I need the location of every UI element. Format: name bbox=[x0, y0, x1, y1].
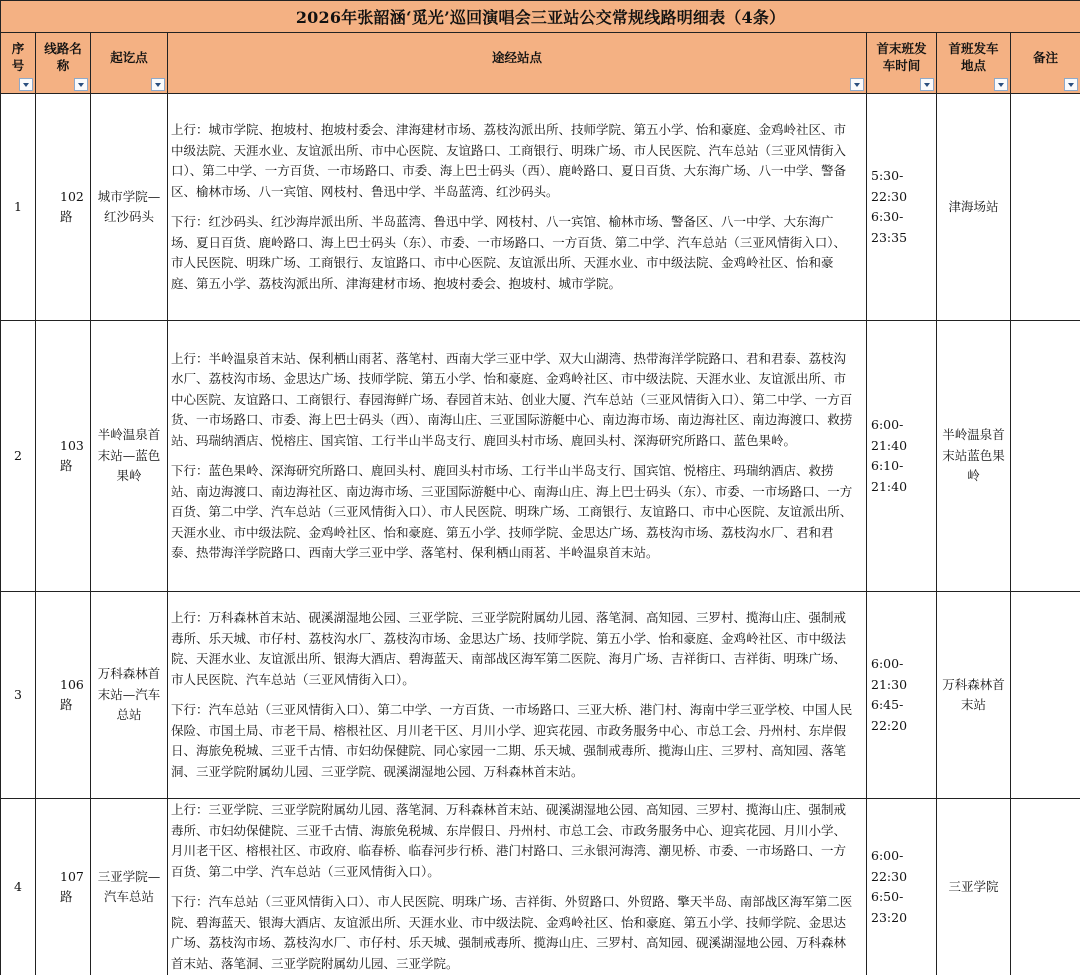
first-bus-time: 5:30-22:30 bbox=[871, 168, 908, 204]
stops-up: 上行：万科森林首末站、砚溪湖湿地公园、三亚学院、三亚学院附属幼儿园、落笔洞、高知园、三罗村、揽海山庄、强制戒毒所、乐天城、市仔村、荔枝沟水厂、荔枝沟市场、金思达广场、技师学院、第五小学、怡和豪庭、金鸡岭社区、市中级法院、天涯水业、友谊派出所、银海大酒店、碧海蓝天、南部战区海军第二医院、海月广场、吉祥街口、吉祥街、明珠广场、市人民医院、汽车总站（三亚风情街入口）。 bbox=[171, 610, 847, 687]
row-route: 102路 bbox=[36, 94, 91, 321]
row-route: 106路 bbox=[36, 592, 91, 799]
header-stops bbox=[168, 33, 867, 94]
first-bus-time: 6:00-21:30 bbox=[871, 656, 908, 692]
dropdown-filter-icon[interactable] bbox=[151, 78, 165, 91]
row-note bbox=[1011, 94, 1080, 321]
table-row bbox=[1, 799, 1080, 975]
row-note bbox=[1011, 592, 1080, 799]
stops-up: 上行：城市学院、抱坡村、抱坡村委会、津海建材市场、荔枝沟派出所、技师学院、第五小学、怡和豪庭、金鸡岭社区、市中级法院、天涯水业、友谊派出所、市中心医院、友谊路口、工商银行、明珠广场、市人民医院、汽车总站（三亚风情街入口）、第二中学、一方百货、一市场路口、市委、海上巴士码头（西）、鹿岭路口、夏日百货、大东海广场、八一中学、警备区、榆林市场、八一宾馆、网枝村、鲁迅中学、半岛蓝湾、红沙码头。 bbox=[171, 122, 847, 199]
row-time bbox=[867, 799, 937, 975]
first-bus-time: 6:00-22:30 bbox=[871, 848, 908, 884]
dropdown-filter-icon[interactable] bbox=[19, 78, 33, 91]
header-note bbox=[1011, 33, 1080, 94]
row-seq: 4 bbox=[1, 799, 36, 975]
row-route: 107路 bbox=[36, 799, 91, 975]
table-row bbox=[1, 94, 1080, 321]
dropdown-filter-icon[interactable] bbox=[74, 78, 88, 91]
header-stops-label: 途经站点 bbox=[491, 49, 542, 65]
table-row bbox=[1, 321, 1080, 592]
table-row bbox=[1, 592, 1080, 799]
table-title: 2026年张韶涵‘觅光’巡回演唱会三亚站公交常规线路明细表（4条） bbox=[1, 1, 1080, 33]
row-place: 半岭温泉首末站蓝色果岭 bbox=[937, 321, 1011, 592]
row-seq: 2 bbox=[1, 321, 36, 592]
header-start-end-label: 起讫点 bbox=[110, 49, 148, 65]
header-time-label: 首末班发车时间 bbox=[876, 41, 927, 73]
row-route: 103路 bbox=[36, 321, 91, 592]
row-start-end: 万科森林首末站—汽车总站 bbox=[91, 592, 168, 799]
last-bus-time: 6:50-23:20 bbox=[871, 889, 908, 925]
dropdown-filter-icon[interactable] bbox=[920, 78, 934, 91]
header-start-end bbox=[91, 33, 168, 94]
last-bus-time: 6:45-22:20 bbox=[871, 697, 908, 733]
row-note bbox=[1011, 799, 1080, 975]
row-stops bbox=[168, 321, 867, 592]
last-bus-time: 6:10-21:40 bbox=[871, 458, 908, 494]
row-seq: 3 bbox=[1, 592, 36, 799]
header-place-label: 首班发车地点 bbox=[948, 41, 999, 73]
row-start-end: 三亚学院—汽车总站 bbox=[91, 799, 168, 975]
stops-down: 下行：蓝色果岭、深海研究所路口、鹿回头村、鹿回头村市场、工行半山半岛支行、国宾馆、悦榕庄、玛瑞纳酒店、救捞站、南边海渡口、南边海社区、南边海市场、三亚国际游艇中心、南海山庄、海上巴士码头（东）、市委、一市场路口、一方百货、第二中学、汽车总站（三亚风情街入口）、市人民医院、明珠广场、工商银行、友谊路口、市中心医院、友谊派出所、天涯水业、市中级法院、金鸡岭社区、怡和豪庭、第五小学、技师学院、金思达广场、荔枝沟市场、荔枝沟水厂、君和君泰、热带海洋学院路口、西南大学三亚中学、落笔村、保利栖山雨茗、半岭温泉首末站。 bbox=[171, 463, 853, 560]
row-stops bbox=[168, 94, 867, 321]
first-bus-time: 6:00-21:40 bbox=[871, 417, 908, 453]
row-place: 津海场站 bbox=[937, 94, 1011, 321]
stops-down: 下行：红沙码头、红沙海岸派出所、半岛蓝湾、鲁迅中学、网枝村、八一宾馆、榆林市场、警备区、八一中学、大东海广场、夏日百货、鹿岭路口、海上巴士码头（东）、市委、一市场路口、一方百货、第二中学、汽车总站（三亚风情街入口）、市人民医院、明珠广场、工商银行、友谊路口、市中心医院、友谊派出所、天涯水业、市中级法院、金鸡岭社区、怡和豪庭、第五小学、荔枝沟派出所、津海建材市场、抱坡村委会、抱坡村、城市学院。 bbox=[171, 214, 847, 291]
stops-up: 上行：半岭温泉首末站、保利栖山雨茗、落笔村、西南大学三亚中学、双大山湖湾、热带海洋学院路口、君和君泰、荔枝沟水厂、荔枝沟市场、金思达广场、技师学院、第五小学、怡和豪庭、金鸡岭社区、市中级法院、天涯水业、友谊派出所、市中心医院、友谊路口、工商银行、春园海鲜广场、春园首末站、创业大厦、汽车总站（三亚风情街入口）、第二中学、一方百货、一市场路口、市委、海上巴士码头（西）、南海山庄、三亚国际游艇中心、南边海市场、南边海社区、南边海渡口、救捞站、玛瑞纳酒店、悦榕庄、国宾馆、工行半山半岛支行、鹿回头村市场、鹿回头村、深海研究所路口、蓝色果岭。 bbox=[171, 350, 853, 448]
dropdown-filter-icon[interactable] bbox=[1064, 78, 1078, 91]
header-seq-label: 序号 bbox=[11, 41, 25, 73]
header-route bbox=[36, 33, 91, 94]
row-start-end: 半岭温泉首末站—蓝色果岭 bbox=[91, 321, 168, 592]
header-seq bbox=[1, 33, 36, 94]
row-seq: 1 bbox=[1, 94, 36, 321]
dropdown-filter-icon[interactable] bbox=[994, 78, 1008, 91]
last-bus-time: 6:30-23:35 bbox=[871, 209, 908, 245]
row-start-end: 城市学院—红沙码头 bbox=[91, 94, 168, 321]
row-time bbox=[867, 321, 937, 592]
stops-down: 下行：汽车总站（三亚风情街入口）、市人民医院、明珠广场、吉祥街、外贸路口、外贸路、擎天半岛、南部战区海军第二医院、碧海蓝天、银海大酒店、友谊派出所、天涯水业、市中级法院、金鸡岭社区、怡和豪庭、第五小学、技师学院、金思达广场、荔枝沟市场、荔枝沟水厂、市仔村、乐天城、强制戒毒所、揽海山庄、三罗村、高知园、砚溪湖湿地公园、万科森林首末站、落笔洞、三亚学院附属幼儿园、三亚学院。 bbox=[171, 894, 853, 971]
row-time bbox=[867, 94, 937, 321]
stops-down: 下行：汽车总站（三亚风情街入口）、第二中学、一方百货、一市场路口、三亚大桥、港门村、海南中学三亚学校、中国人民保险、市国土局、市老干局、榕根社区、月川老干区、月川小学、迎宾花园、市政务服务中心、市总工会、丹州村、东岸假日、海旅免税城、三亚千古情、市妇幼保健院、同心家园一二期、乐天城、强制戒毒所、揽海山庄、三罗村、高知园、落笔洞、三亚学院附属幼儿园、三亚学院、砚溪湖湿地公园、万科森林首末站。 bbox=[171, 702, 853, 779]
stops-up: 上行：三亚学院、三亚学院附属幼儿园、落笔洞、万科森林首末站、砚溪湖湿地公园、高知园、三罗村、揽海山庄、强制戒毒所、市妇幼保健院、三亚千古情、海旅免税城、东岸假日、丹州村、市总工会、市政务服务中心、迎宾花园、月川小学、月川老干区、榕根社区、市政府、临春桥、临春河步行桥、港门村路口、三永银河海湾、潮见桥、市委、一市场路口、一方百货、第二中学、汽车总站（三亚风情街入口）。 bbox=[171, 802, 847, 879]
dropdown-filter-icon[interactable] bbox=[850, 78, 864, 91]
header-time bbox=[867, 33, 937, 94]
row-stops bbox=[168, 799, 867, 975]
header-note-label: 备注 bbox=[1033, 49, 1059, 65]
row-time bbox=[867, 592, 937, 799]
row-place: 万科森林首末站 bbox=[937, 592, 1011, 799]
row-note bbox=[1011, 321, 1080, 592]
row-stops bbox=[168, 592, 867, 799]
header-route-label: 线路名称 bbox=[44, 41, 82, 73]
row-place: 三亚学院 bbox=[937, 799, 1011, 975]
header-place bbox=[937, 33, 1011, 94]
